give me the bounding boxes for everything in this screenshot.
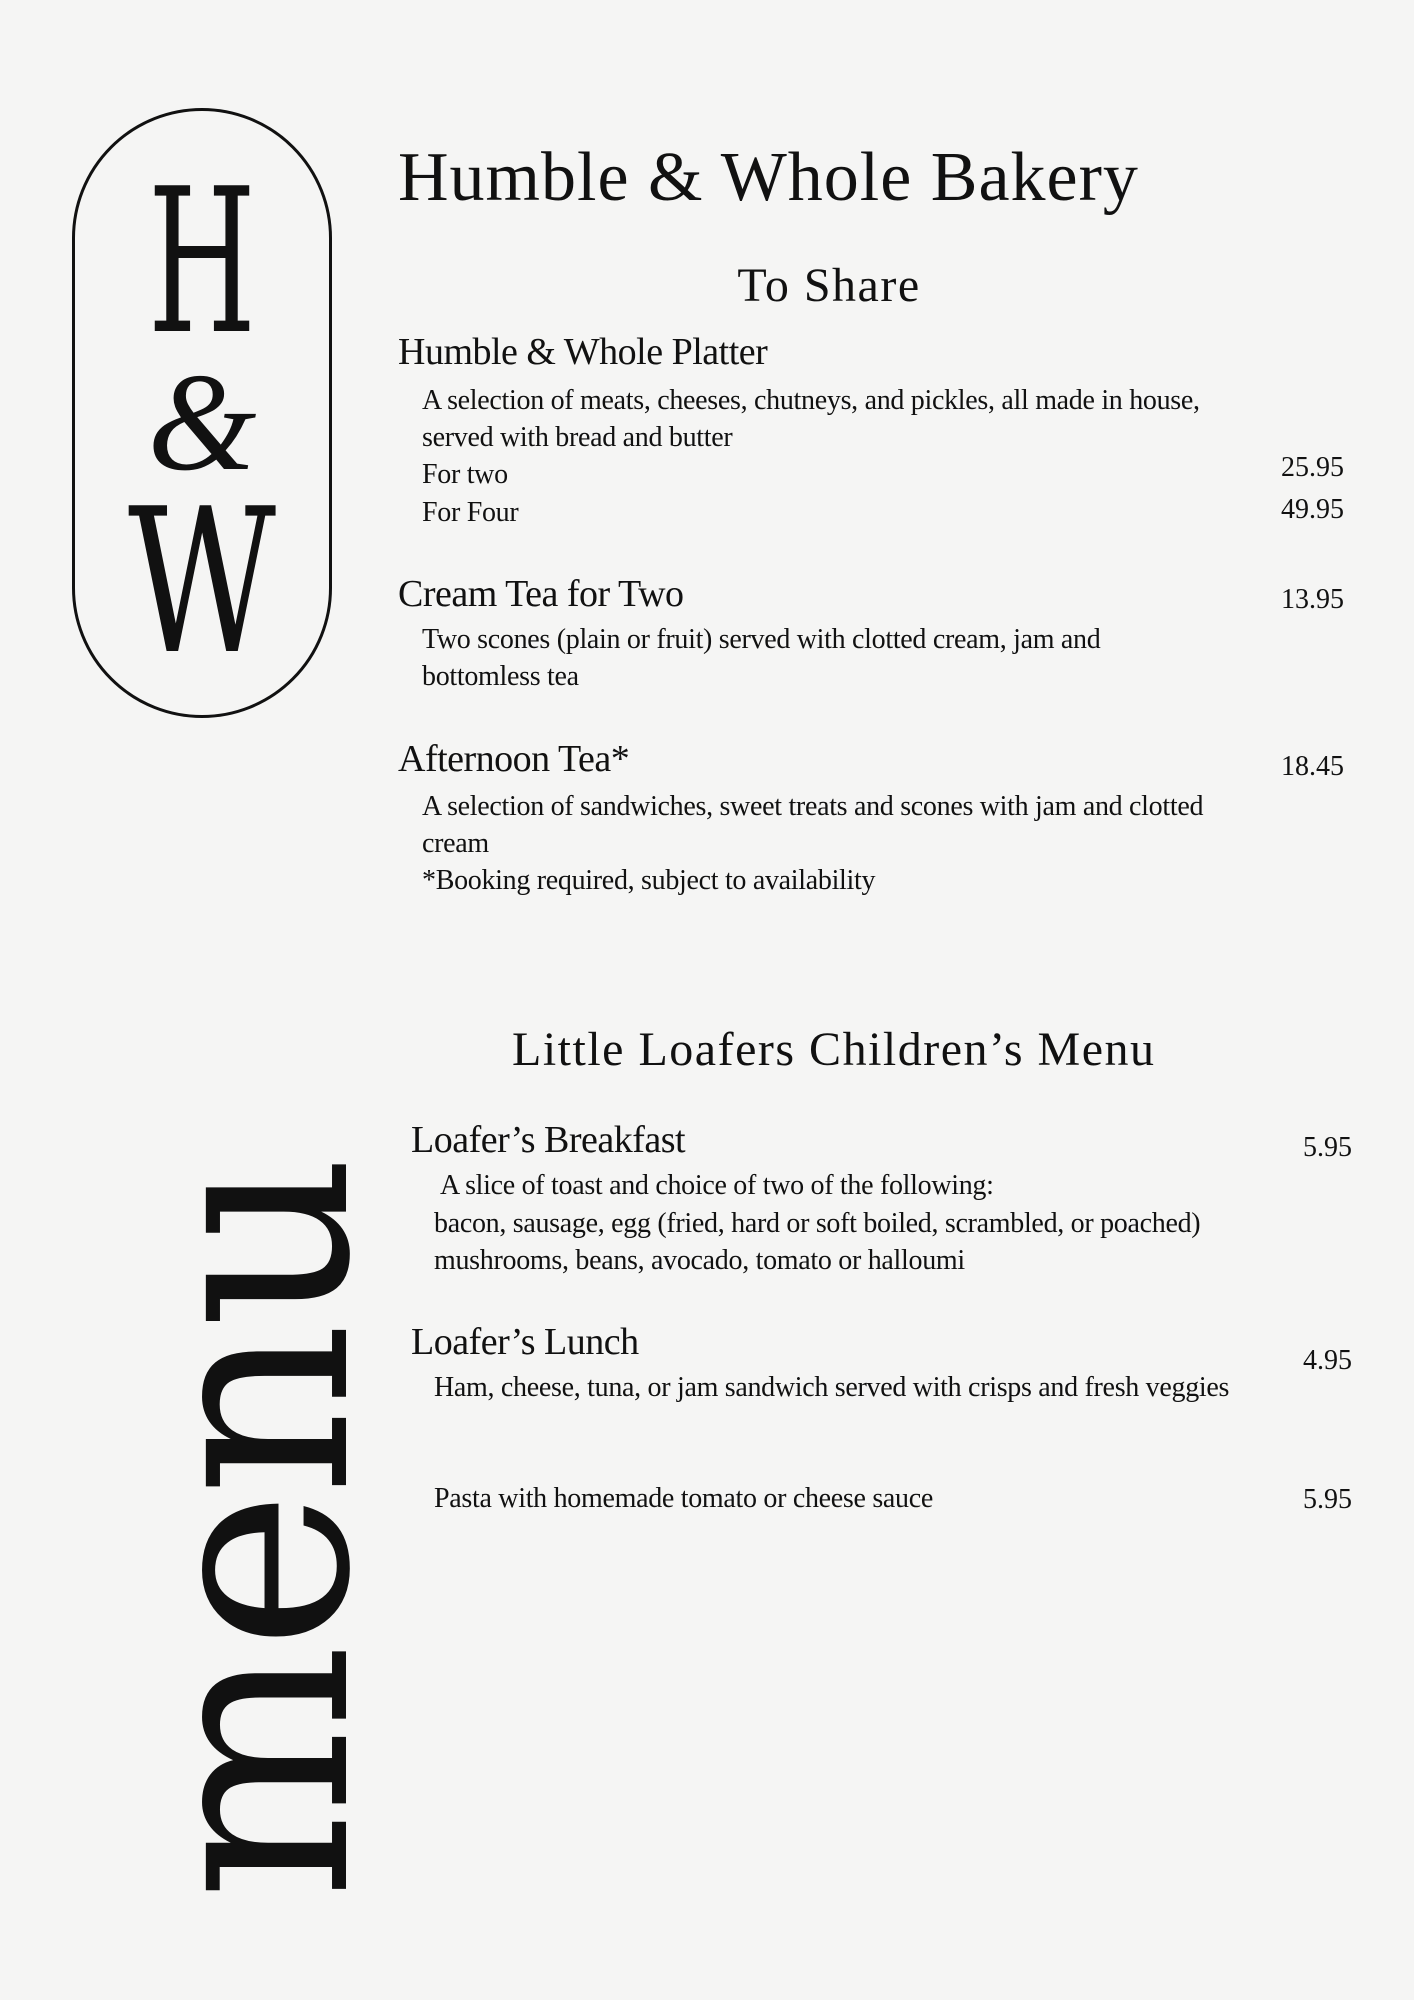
item-price-pasta: 5.95 — [1303, 1484, 1352, 1515]
item-description-line-1: A slice of toast and choice of two of the following: — [440, 1170, 994, 1201]
item-description-pasta: Pasta with homemade tomato or cheese sauce — [434, 1483, 934, 1514]
item-note-afternoon-tea: *Booking required, subject to availability — [422, 865, 876, 896]
option-label-for-two: For two — [422, 459, 508, 490]
page-title: Humble & Whole Bakery — [398, 139, 1139, 216]
item-name-loafers-lunch: Loafer’s Lunch — [411, 1321, 639, 1363]
logo-letter-w: W — [127, 466, 277, 699]
item-description-line-2: bacon, sausage, egg (fried, hard or soft boiled, scrambled, or poached) — [434, 1208, 1201, 1239]
item-description-afternoon-tea: A selection of sandwiches, sweet treats and scones with jam and clotted cream — [422, 791, 1204, 859]
item-price-loafers-breakfast: 5.95 — [1303, 1132, 1352, 1163]
item-description-cream-tea: Two scones (plain or fruit) served with clotted cream, jam and bottomless tea — [422, 624, 1101, 692]
item-name-cream-tea: Cream Tea for Two — [398, 573, 684, 615]
item-price-cream-tea: 13.95 — [1281, 584, 1344, 615]
item-name-afternoon-tea: Afternoon Tea* — [398, 738, 630, 780]
option-label-for-four: For Four — [422, 497, 519, 528]
item-price-loafers-lunch: 4.95 — [1303, 1345, 1352, 1376]
section-heading-childrens-menu: Little Loafers Children’s Menu — [512, 1023, 1156, 1076]
section-heading-to-share: To Share — [737, 259, 921, 312]
logo-emblem — [72, 108, 332, 718]
item-description-platter: A selection of meats, cheeses, chutneys, and pickles, all made in house, served with bread and butter — [422, 385, 1200, 453]
side-menu-label: menu — [95, 1160, 410, 1900]
item-description-line-3: mushrooms, beans, avocado, tomato or halloumi — [434, 1245, 965, 1276]
item-price-afternoon-tea: 18.45 — [1281, 751, 1344, 782]
option-price-for-four: 49.95 — [1281, 494, 1344, 525]
option-price-for-two: 25.95 — [1281, 452, 1344, 483]
item-description-loafers-lunch: Ham, cheese, tuna, or jam sandwich served with crisps and fresh veggies — [434, 1372, 1230, 1403]
logo-letter-h: H — [147, 146, 257, 379]
item-name-platter: Humble & Whole Platter — [398, 331, 768, 373]
logo-ampersand: & — [147, 345, 257, 500]
item-name-loafers-breakfast: Loafer’s Breakfast — [411, 1119, 686, 1161]
